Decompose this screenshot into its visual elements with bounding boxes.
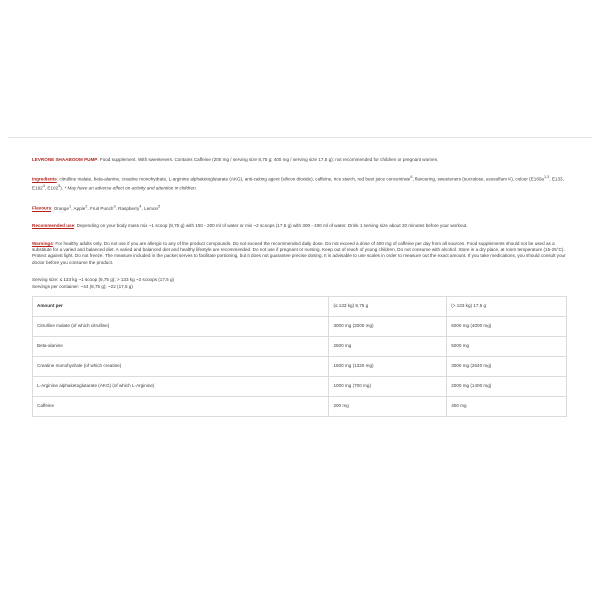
flavours-label: Flavours xyxy=(32,205,52,211)
ingredients-paragraph xyxy=(32,174,568,192)
ingredients-text: , E133, E162 xyxy=(32,176,564,191)
nutrition-table xyxy=(32,296,567,417)
serving-info xyxy=(32,277,568,290)
table-cell: 6000 mg (4000 mg) xyxy=(447,317,567,337)
product-description: . Food supplement. With sweeteners. Contains Caffeine (200 mg / serving size 8,75 g; 400 mg / serving size 17,5 g); not recommended for children or pregnant women. xyxy=(97,157,439,162)
table-cell: 2500 mg xyxy=(329,337,447,357)
warnings-paragraph xyxy=(32,241,568,267)
ingredients-sup: 5 xyxy=(58,184,61,189)
product-name: LEVRONE SHAABOOM PUMP xyxy=(32,157,98,162)
recommended-use-label: Recommended use xyxy=(32,223,75,229)
ingredients-label: Ingredients xyxy=(32,176,57,182)
table-cell: 3000 mg (2000 mg) xyxy=(329,317,447,337)
table-row xyxy=(33,357,567,377)
table-cell: 200 mg xyxy=(329,397,447,417)
flavour-item: Fruit Punch$^3$ xyxy=(89,204,116,211)
table-cell: 1000 mg (700 mg) xyxy=(329,377,447,397)
top-divider xyxy=(8,137,592,138)
table-cell: 400 mg xyxy=(447,397,567,417)
table-cell: L-Arginine alphaketoglutarate (AKG) (of which L-Arginine) xyxy=(33,377,329,397)
ingredients-sup: 4 xyxy=(42,184,45,189)
table-row xyxy=(33,337,567,357)
product-label-content xyxy=(32,157,568,417)
table-header-cell: (≤ 133 kg) 8,75 g xyxy=(329,297,447,317)
table-cell: Caffeine xyxy=(33,397,329,417)
table-header-cell: Amount per xyxy=(33,297,329,317)
ingredients-text: , E102 xyxy=(44,185,59,191)
ingredients-text: : citrulline malate, beta-alanine, creatine monohydrate, L-arginine alphaketoglutarate (AKG), anti-caking agent (silicon dioxide), caffeine, rice starch, red beet juice concentrate xyxy=(56,176,411,182)
table-row xyxy=(33,377,567,397)
ingredients-text: , flavouring, sweeteners (sucralose, acesulfam K), colour (E160a xyxy=(412,176,544,182)
warnings-label: Warnings xyxy=(32,240,53,246)
ingredients-text: ). xyxy=(60,185,64,191)
table-header-cell: (> 133 kg) 17,5 g xyxy=(447,297,567,317)
ingredients-sup: 1,3 xyxy=(543,175,550,180)
ingredients-sup: 6 xyxy=(410,175,413,180)
product-intro xyxy=(32,157,568,163)
table-cell: 2000 mg (1400 mg) xyxy=(447,377,567,397)
table-row xyxy=(33,397,567,417)
table-header-row xyxy=(33,297,567,317)
table-cell: Beta-alanine xyxy=(33,337,329,357)
flavour-item: Orange$^1$ xyxy=(53,204,72,211)
table-row xyxy=(33,317,567,337)
flavour-item: Raspberry$^4$ xyxy=(118,204,142,211)
warnings-text: : For healthy adults only. Do not use if you are allergic to any of the product compounds. Do not exceed the recommended daily dose. Do not exceed a dose of 400 mg of caffeine per day from all sources. Food supplements should not be used as a substitute for a varied and balanced diet. A varied and balanced diet and healthy lifestyle are recommended. Do not use if pregnant or nursing. Keep out of reach of young children. Do not consume with alcohol. Store in a dry place, at room temperature (15-25°C). Protect against light. Do not freeze. The measure included in the packet serves to facilitate portioning, but it does not guarantee precise dosing. It is advisable to use scales in order to measure out the exact amount. If you take medications, you should consult your doctor before you consume the product. xyxy=(32,240,566,265)
flavours-paragraph: Flavours: Orange$^1$, Apple$^2$, Fruit Punch$^3$, Raspberry$^4$, Lemon$^5$ xyxy=(32,204,161,211)
flavour-item: Apple$^2$ xyxy=(73,204,88,211)
table-cell: Citrulline malate (of which citrulline) xyxy=(33,317,329,337)
servings-per-container-line: Servings per container: ~44 (8,75 g); ~22 (17,5 g) xyxy=(32,283,133,289)
recommended-use-text: : Depending on your body mass mix ~1 scoop (8,75 g) with 150 - 200 ml of water or mix ~2 scoops (17,5 g) with 300 - 400 ml of water. Drink 1 serving size about 20 minutes before your workout. xyxy=(74,223,468,229)
serving-size-line: Serving size: ≤ 133 kg ~1 scoop (8,75 g); > 133 kg ~2 scoops (17,5 g) xyxy=(32,277,175,283)
recommended-use-paragraph xyxy=(32,223,568,229)
table-cell: 3000 mg (2640 mg) xyxy=(447,357,567,377)
table-cell: 1500 mg (1320 mg) xyxy=(329,357,447,377)
table-cell: 5000 mg xyxy=(447,337,567,357)
flavour-item: Lemon$^5$ xyxy=(144,204,161,211)
table-cell: Creatine monohydrate (of which creatine) xyxy=(33,357,329,377)
ingredients-warning-note: * May have an adverse effect on activity and attention in children. xyxy=(64,185,197,191)
